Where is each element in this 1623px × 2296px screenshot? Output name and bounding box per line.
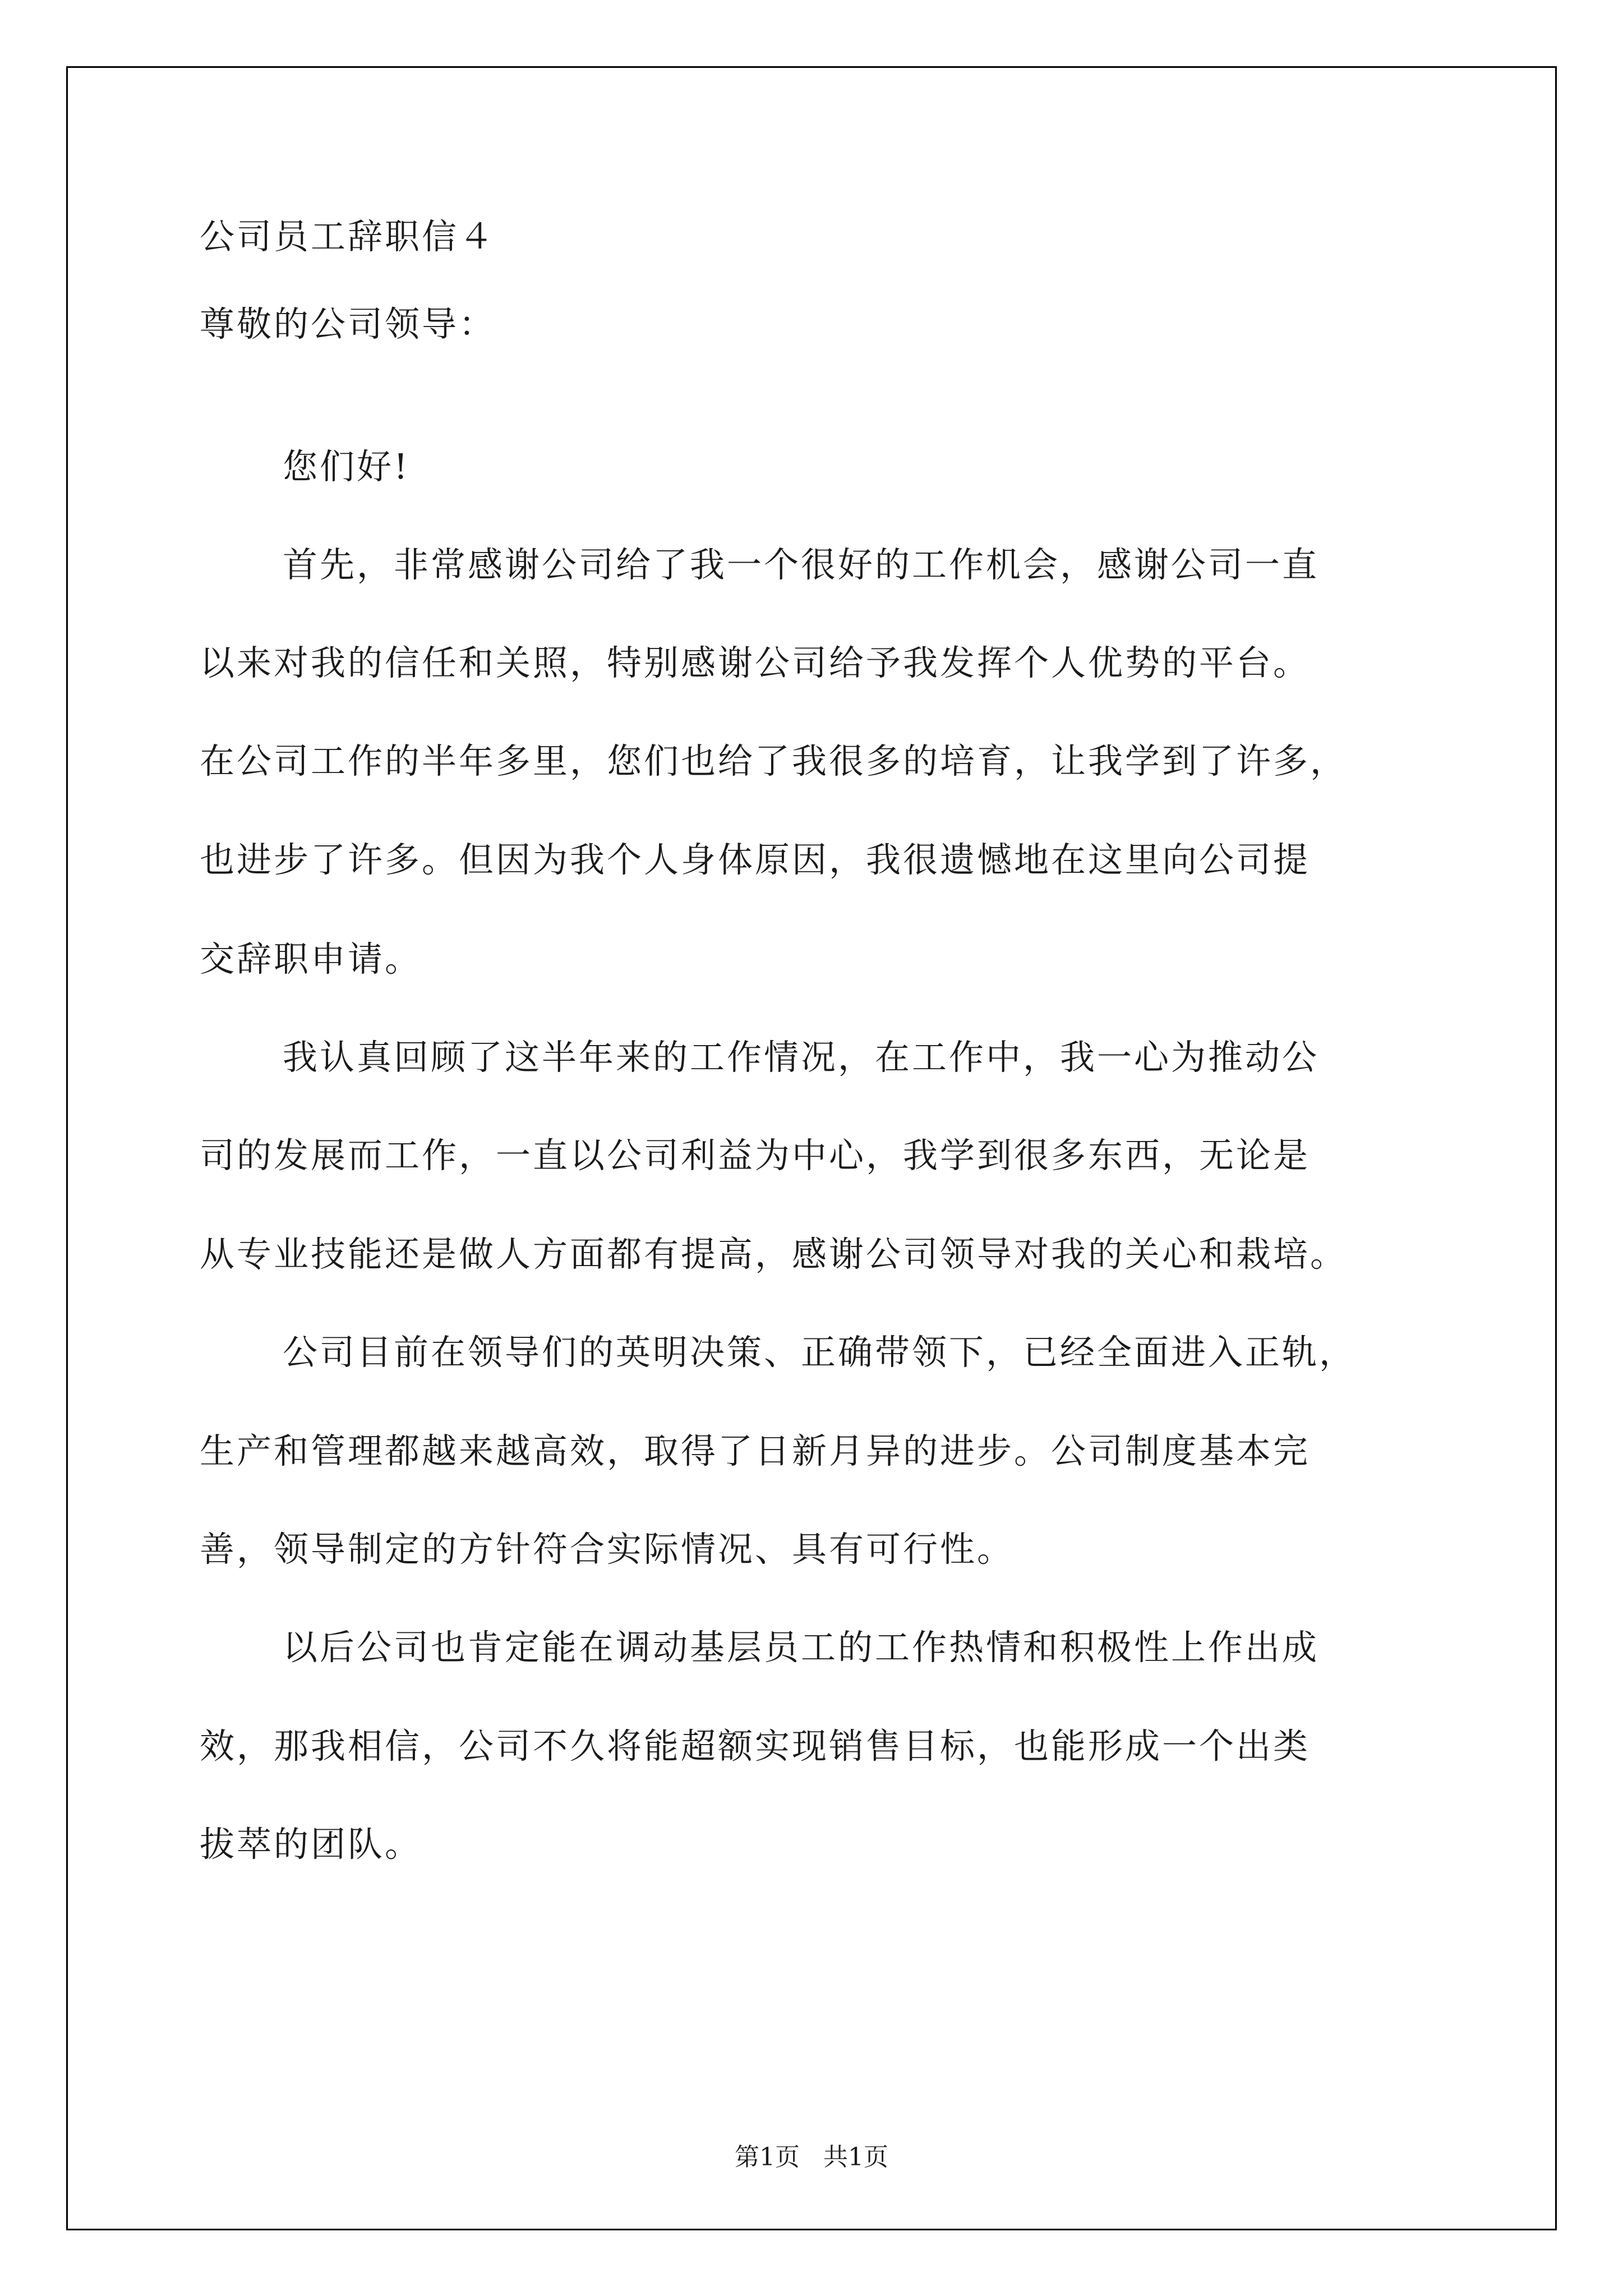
paragraph-line: 我认真回顾了这半年来的工作情况，在工作中，我一心为推动公: [283, 1037, 1320, 1078]
paragraph-line: 拔萃的团队。: [200, 1824, 422, 1865]
paragraph-line: 在公司工作的半年多里，您们也给了我很多的培育，让我学到了许多，: [200, 740, 1348, 781]
paragraph-line: 以来对我的信任和关照，特别感谢公司给予我发挥个人优势的平台。: [200, 642, 1311, 683]
paragraph-line: 以后公司也肯定能在调动基层员工的工作热情和积极性上作出成: [283, 1627, 1320, 1668]
greeting: 您们好!: [283, 446, 410, 487]
paragraph-line: 效，那我相信，公司不久将能超额实现销售目标，也能形成一个出类: [200, 1726, 1311, 1766]
document-title: 公司员工辞职信４: [200, 216, 496, 257]
paragraph-line: 从专业技能还是做人方面都有提高，感谢公司领导对我的关心和栽培。: [200, 1234, 1348, 1274]
paragraph-line: 也进步了许多。但因为我个人身体原因，我很遗憾地在这里向公司提: [200, 839, 1311, 880]
paragraph-line: 公司目前在领导们的英明决策、正确带领下，已经全面进入正轨，: [283, 1332, 1357, 1373]
salutation: 尊敬的公司领导：: [200, 303, 496, 344]
paragraph-line: 首先，非常感谢公司给了我一个很好的工作机会，感谢公司一直: [283, 544, 1320, 585]
paragraph-line: 司的发展而工作，一直以公司利益为中心，我学到很多东西，无论是: [200, 1135, 1311, 1176]
paragraph-line: 生产和管理都越来越高效，取得了日新月异的进步。公司制度基本完: [200, 1430, 1311, 1471]
page-footer: 第1页 共1页: [735, 2143, 888, 2171]
paragraph-line: 交辞职申请。: [200, 938, 422, 979]
paragraph-line: 善，领导制定的方针符合实际情况、具有可行性。: [200, 1529, 1015, 1570]
